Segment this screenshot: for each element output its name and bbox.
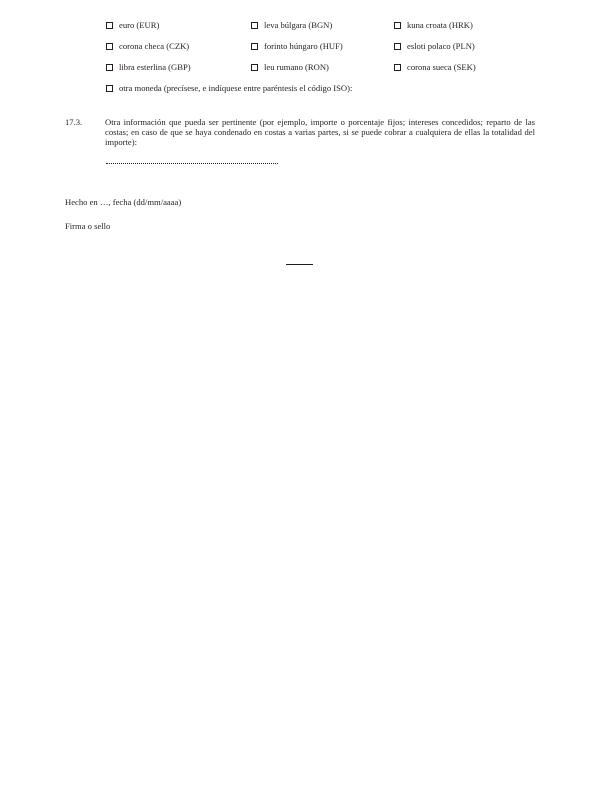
signature-line: Firma o sello — [65, 221, 111, 231]
checkbox-gbp[interactable] — [106, 64, 113, 71]
checkbox-other-currency[interactable] — [106, 85, 113, 92]
currency-label: euro (EUR) — [119, 20, 160, 30]
currency-label: kuna croata (HRK) — [407, 20, 473, 30]
currency-label: forinto húngaro (HUF) — [264, 41, 343, 51]
currency-row — [106, 62, 536, 83]
currency-label: esloti polaco (PLN) — [407, 41, 475, 51]
currency-option-hrk[interactable] — [394, 20, 473, 30]
checkbox-sek[interactable] — [394, 64, 401, 71]
currency-option-ron[interactable] — [251, 62, 329, 72]
place-date-line: Hecho en …, fecha (dd/mm/aaaa) — [65, 197, 182, 207]
currency-label: corona sueca (SEK) — [407, 62, 476, 72]
currency-label: corona checa (CZK) — [119, 41, 190, 51]
currency-option-gbp[interactable] — [106, 62, 191, 72]
checkbox-huf[interactable] — [251, 43, 258, 50]
currency-option-eur[interactable] — [106, 20, 159, 30]
checkbox-czk[interactable] — [106, 43, 113, 50]
currency-label: leu rumano (RON) — [264, 62, 329, 72]
currency-row — [106, 41, 536, 62]
other-currency-label: otra moneda (precísese, e indíquese entre paréntesis el código ISO): — [119, 83, 353, 93]
checkbox-pln[interactable] — [394, 43, 401, 50]
currency-label: leva búlgara (BGN) — [264, 20, 333, 30]
end-rule — [286, 264, 313, 265]
checkbox-bgn[interactable] — [251, 22, 258, 29]
checkbox-hrk[interactable] — [394, 22, 401, 29]
currency-option-bgn[interactable] — [251, 20, 332, 30]
currency-row — [106, 20, 536, 41]
currency-option-pln[interactable] — [394, 41, 475, 51]
currency-options — [106, 20, 536, 83]
currency-option-other[interactable] — [106, 83, 352, 93]
currency-option-sek[interactable] — [394, 62, 476, 72]
dotted-fill-line[interactable] — [106, 157, 278, 164]
section-text: Otra información que pueda ser pertinente (por ejemplo, importe o porcentaje fijos; intereses concedidos; reparto de las costas; en caso de que se haya condenado en costas a varias partes, si se puede cobrar a cualquiera de ellas la totalidad del importe): — [105, 117, 535, 147]
checkbox-ron[interactable] — [251, 64, 258, 71]
section-number: 17.3. — [65, 117, 83, 127]
currency-option-huf[interactable] — [251, 41, 343, 51]
checkbox-eur[interactable] — [106, 22, 113, 29]
currency-label: libra esterlina (GBP) — [119, 62, 191, 72]
currency-option-czk[interactable] — [106, 41, 189, 51]
